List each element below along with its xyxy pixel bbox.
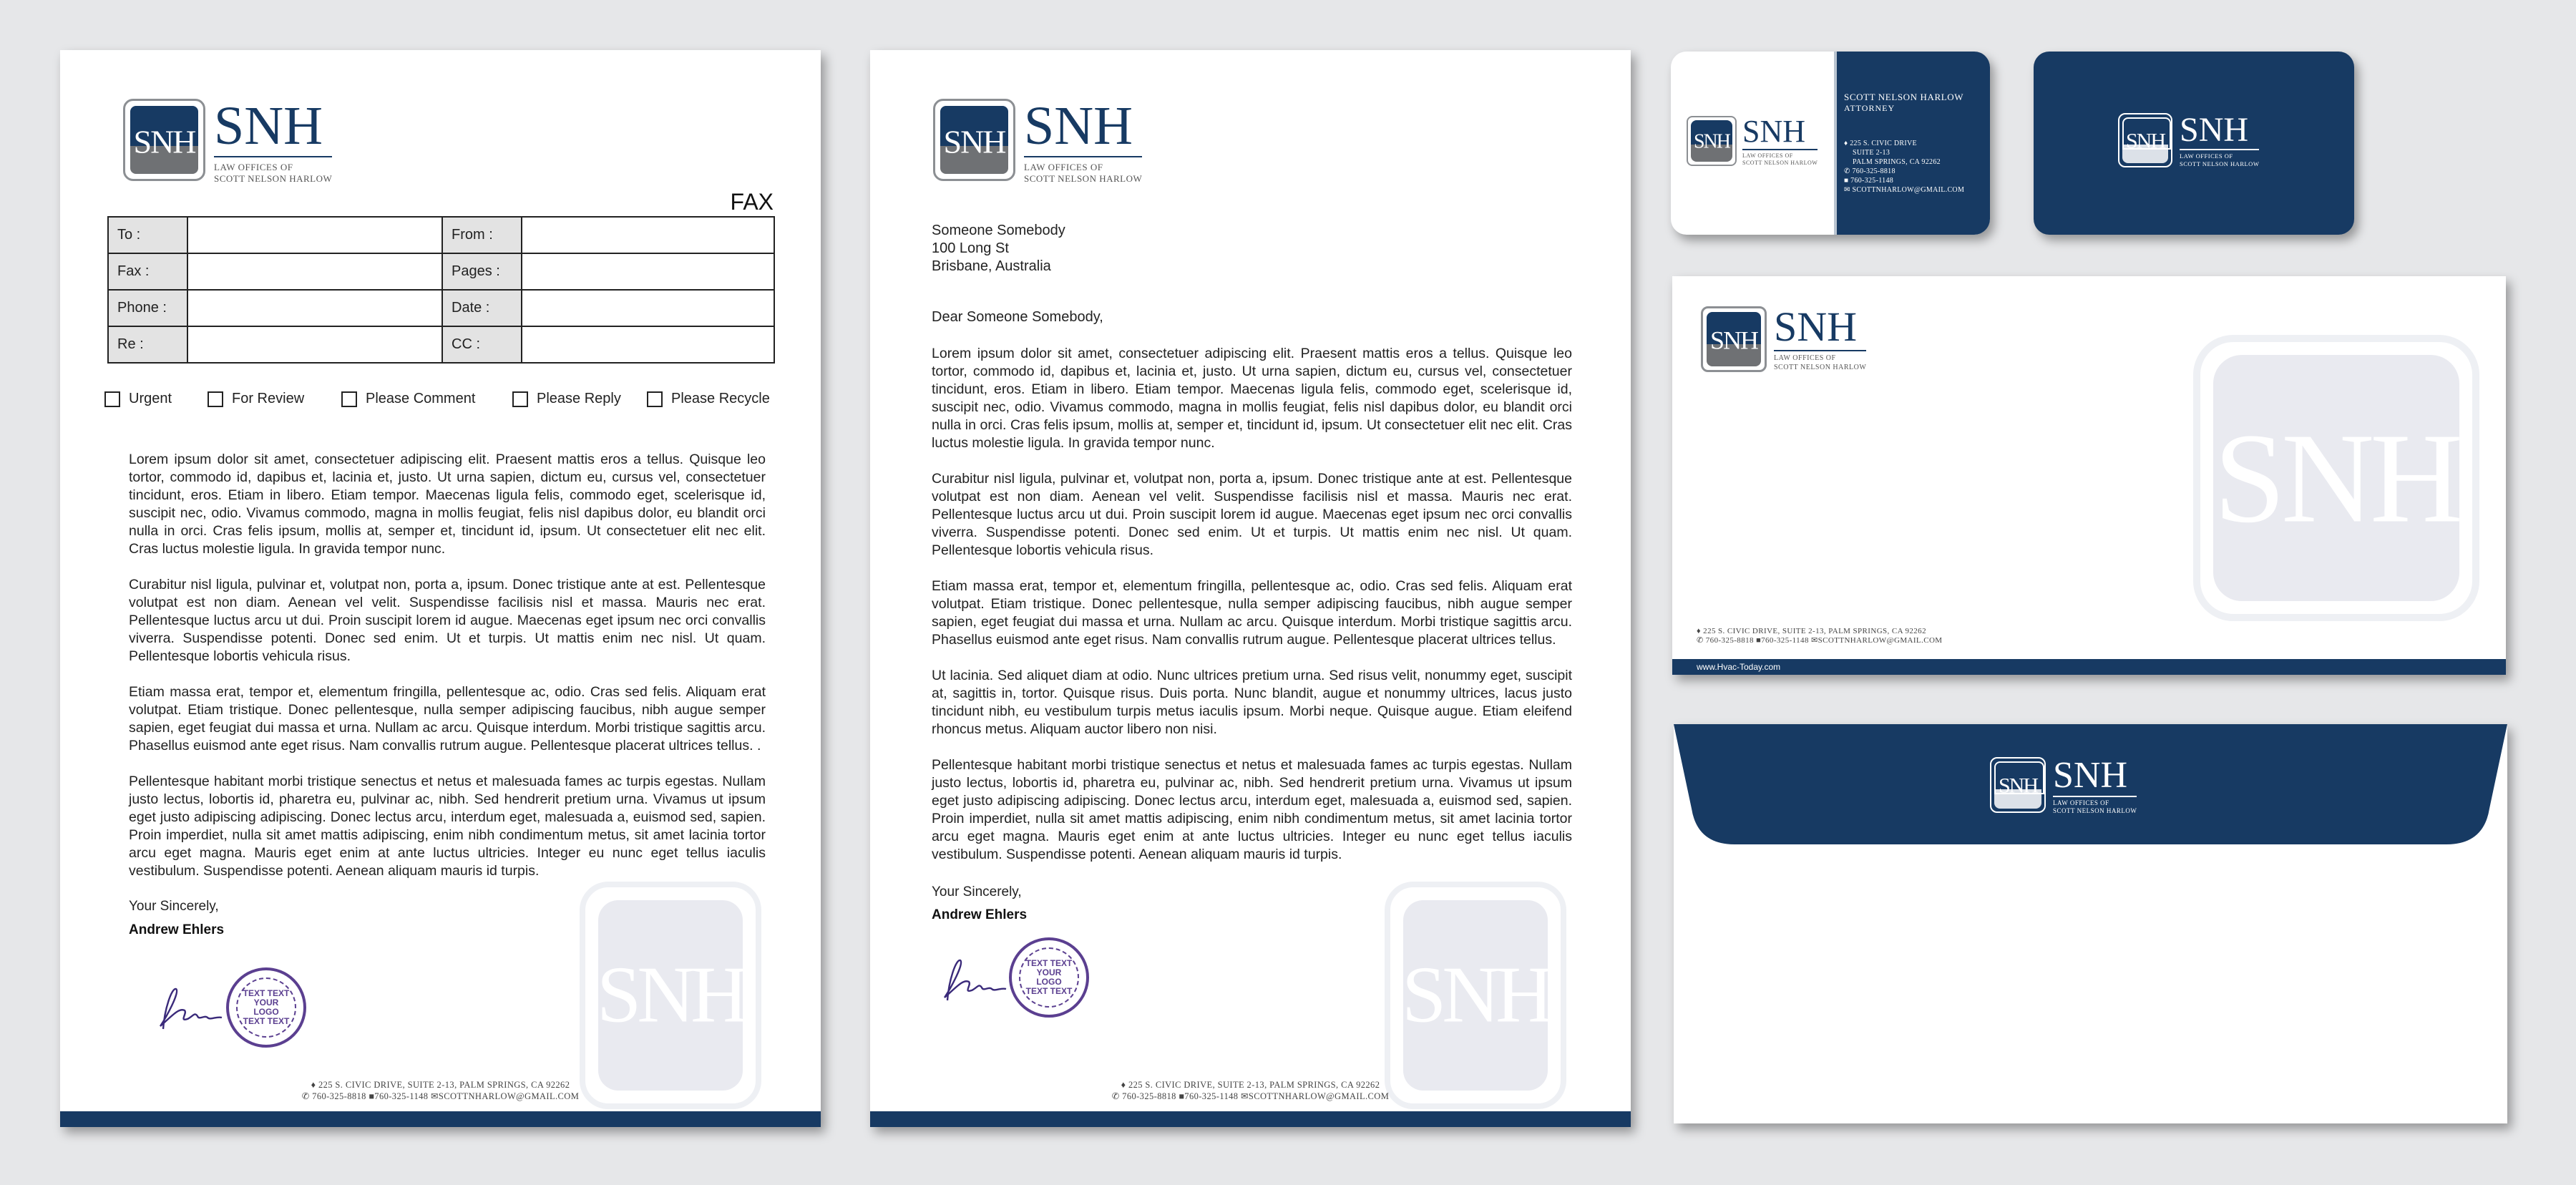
envelope-web: www.Hvac-Today.com	[1697, 662, 1781, 672]
location-icon: ♦	[1844, 140, 1848, 147]
from-label: From :	[442, 217, 522, 253]
letter-paragraph: Pellentesque habitant morbi tristique senectus et netus et malesuada fames ac turpis egestas. Nullam justo lectus, lobortis id, pharetra eu, pulvinar ac, nibh. Sed hendrerit pretium urna. Vivamus ut ipsum eget justo adipiscing adipiscing. Donec lectus arcu, interdum eget, malesuada a, euismod sed, sapien. Proin imperdiet, nulla sit amet mattis adipiscing, enim nibh condimentum metus, sit amet lacinia tortor arcu eget magna. Mauris eget enim at ante luctus ultricies. Integer eu nunc eget tellus iaculis vestibulum. Suspendisse potenti. Aenean aliquam mauris id turpis.	[932, 757, 1572, 862]
cc-field[interactable]	[522, 326, 774, 363]
logo-wordmark: SNH	[1024, 96, 1133, 156]
letter-paragraph: Curabitur nisl ligula, pulvinar et, volutpat non, porta a, ipsum. Donec tristique ante at est. Pellentesque volutpat est non diam. Aenean vel velit. Suspendisse facilisis nisl et massa. Mauris nec erat. Pellentesque luctus arcu ut dui. Proin suscipit lorem id augue. Maecenas eget ipsum nec orci convallis viverra. Suspendisse potenti. Donec sed enim. Ut et turpis. Ut mattis enim nec nisl. Ut quam. Pellentesque lobortis vehicula risus.	[932, 471, 1572, 558]
email-icon: ✉	[1844, 186, 1850, 194]
fax-paragraph: Lorem ipsum dolor sit amet, consectetuer adipiscing elit. Praesent mattis eros a tellus. Quisque leo tortor, commodo id, dapibus et, lacinia et, justo. Ut urna sapien, dictum eu, cursus vel, consectetuer tincidunt, eros. Etiam in libero. Etiam tempor. Maecenas ligula felis, commodo eget, scelerisque id, suscipit nec, odio. Vivamus commodo, magna in mollis feugiat, felis nisl dapibus dolor, eu blandit orci nulla in orci. Cras felis ipsum, mollis at, semper et, tincidunt id, ipsum. Ut consectetuer elit nec elit. Cras luctus molestie ligula. In gravida tempor nunc.	[129, 452, 766, 557]
re-label: Re :	[108, 326, 187, 363]
logo-line2: SCOTT NELSON HARLOW	[1024, 173, 1143, 185]
card-info-panel	[1834, 52, 1990, 235]
logo-icon: SNH	[1701, 306, 1767, 372]
logo-icon: SNH	[933, 99, 1015, 181]
date-label: Date :	[442, 290, 522, 326]
business-card-front	[1671, 52, 1990, 235]
signature-image	[935, 945, 1013, 1009]
fax-body	[129, 451, 766, 898]
from-field[interactable]	[522, 217, 774, 253]
fax-icon: ■	[1179, 1091, 1185, 1101]
fax-signer: Andrew Ehlers	[129, 922, 225, 937]
envelope-watermark: SNH	[2193, 335, 2479, 621]
to-field[interactable]	[187, 217, 442, 253]
fax-checkboxes	[104, 391, 770, 407]
email-icon: ✉	[431, 1091, 439, 1101]
letter-footer-address: ♦ 225 S. CIVIC DRIVE, SUITE 2-13, PALM SPRINGS, CA 92262 ✆ 760-325-8818 ■760-325-1148 ✉SCOTTNHARLOW@GMAIL.COM	[1111, 1080, 1390, 1101]
pages-field[interactable]	[522, 253, 774, 290]
recipient-block: Someone Somebody 100 Long St Brisbane, Australia	[932, 223, 1065, 274]
email-icon: ✉	[1811, 636, 1818, 645]
signature-image	[150, 973, 229, 1038]
card-logo: SNH SNH LAW OFFICES OF SCOTT NELSON HARLOW	[1687, 116, 1818, 167]
logo-line1: LAW OFFICES OF	[214, 162, 293, 172]
card-back-logo: SNH SNH LAW OFFICES OF SCOTT NELSON HARLOW	[2118, 113, 2259, 167]
location-icon: ♦	[1697, 627, 1702, 635]
fax-icon: ■	[369, 1091, 375, 1101]
logo-wordmark: SNH	[2053, 755, 2128, 796]
to-label: To :	[108, 217, 187, 253]
letter-watermark: SNH	[1385, 882, 1566, 1109]
fax-paragraph: Etiam massa erat, tempor et, elementum fringilla, pellentesque ac, odio. Cras sed felis. Aliquam erat volutpat. Etiam tristique. Donec pellentesque, nulla semper adipiscing faucibus, nibh augue semper sapien, eget feugiat dui massa et urna. Nullam ac arcu. Quisque interdum. Morbi tristique sagittis arcu. Phasellus euismod ante eget risus. Nam convallis rutrum augue. Pellentesque placerat ultrices tellus. .	[129, 684, 766, 754]
logo-icon: SNH	[1990, 757, 2046, 813]
envelope-logo: SNH SNH LAW OFFICES OF SCOTT NELSON HARLOW	[1701, 306, 1866, 372]
logo-line2: SCOTT NELSON HARLOW	[214, 173, 333, 185]
envelope-back-logo: SNH SNH LAW OFFICES OF SCOTT NELSON HARLOW	[1990, 757, 2137, 816]
fax-icon: ■	[1756, 636, 1762, 645]
logo-wordmark: SNH	[1742, 114, 1806, 149]
stamp-seal: TEXT TEXT YOUR LOGO TEXT TEXT	[1009, 937, 1089, 1018]
email-icon: ✉	[1241, 1091, 1249, 1101]
cc-label: CC :	[442, 326, 522, 363]
fax-footer-address: ♦ 225 S. CIVIC DRIVE, SUITE 2-13, PALM SPRINGS, CA 92262 ✆ 760-325-8818 ■760-325-1148 ✉SCOTTNHARLOW@GMAIL.COM	[301, 1080, 580, 1101]
letter-signer: Andrew Ehlers	[932, 907, 1028, 922]
phone-icon: ✆	[1697, 636, 1704, 645]
fax-paragraph: Pellentesque habitant morbi tristique senectus et netus et malesuada fames ac turpis egestas. Nullam justo lectus, lobortis id, pharetra eu, pulvinar ac, nibh. Sed hendrerit pretium urna. Vivamus ut ipsum eget justo adipiscing adipiscing. Donec lectus arcu, interdum eget, malesuada a, euismod sed, sapien. Proin imperdiet, nulla sit amet mattis adipiscing, enim nibh condimentum metus, sit amet lacinia tortor arcu eget magna. Mauris eget enim at ante luctus ultricies. Integer eu nunc eget tellus iaculis vestibulum. Suspendisse potenti. Aenean aliquam mauris id turpis.	[129, 774, 766, 879]
fax-paragraph: Curabitur nisl ligula, pulvinar et, volutpat non, porta a, ipsum. Donec tristique ante at est. Pellentesque volutpat est non diam. Aenean vel velit. Suspendisse facilisis nisl et massa. Mauris nec erat. Pellentesque luctus arcu ut dui. Proin suscipit lorem id augue. Maecenas eget ipsum nec orci convallis viverra. Suspendisse potenti. Donec sed enim. Ut et turpis. Ut mattis enim nec nisl. Ut quam. Pellentesque lobortis vehicula risus.	[129, 577, 766, 664]
fax-logo	[123, 96, 333, 185]
fax-closing: Your Sincerely,	[129, 899, 219, 914]
re-field[interactable]	[187, 326, 442, 363]
fax-heading: FAX	[730, 189, 774, 215]
card-title: ATTORNEY	[1844, 103, 1896, 113]
checkbox-please-recycle[interactable]: Please Recycle	[647, 391, 770, 407]
fax-bottom-bar	[60, 1111, 821, 1127]
card-contact: ♦ 225 S. CIVIC DRIVE SUITE 2-13 PALM SPRINGS, CA 92262 ✆ 760-325-8818 ■ 760-325-1148 ✉ SCOTTNHARLOW@GMAIL.COM	[1844, 140, 1965, 194]
fax-label: Fax :	[108, 253, 187, 290]
salutation: Dear Someone Somebody,	[932, 309, 1103, 325]
fax-icon: ■	[1844, 177, 1849, 185]
letter-paragraph: Ut lacinia. Sed aliquet diam at odio. Nunc ultrices pretium urna. Sed risus velit, nonummy eget, suscipit at, sagittis in, tortor. Quisque risus. Duis porta. Nunc blandit, augue et nonummy ultrices, lacus justo tincidunt nibh, eu vestibulum turpis metus iaculis ipsum. Morbi neque. Quisque augue. Etiam eleifend rhoncus metus. Aliquam auctor libero non nisi.	[932, 668, 1572, 737]
logo-wordmark: SNH	[2180, 111, 2249, 149]
envelope-bottom-bar	[1672, 659, 2506, 675]
location-icon: ♦	[311, 1080, 316, 1090]
checkbox-please-reply[interactable]: Please Reply	[512, 391, 647, 407]
logo-icon: SNH	[123, 99, 205, 181]
letter-paragraph: Etiam massa erat, tempor et, elementum fringilla, pellentesque ac, odio. Cras sed felis. Aliquam erat volutpat. Etiam tristique. Donec pellentesque, nulla semper adipiscing faucibus, nibh augue semper sapien, eget feugiat dui massa et urna. Nullam ac arcu. Quisque interdum. Morbi tristique sagittis arcu. Phasellus euismod ante eget risus. Nam convallis rutrum augue. Pellentesque placerat ultrices tellus.	[932, 578, 1572, 648]
envelope-back	[1674, 724, 2507, 1123]
business-card-back	[2034, 52, 2354, 235]
envelope-address: ♦ 225 S. CIVIC DRIVE, SUITE 2-13, PALM SPRINGS, CA 92262 ✆ 760-325-8818 ■760-325-1148 ✉SCOTTNHARLOW@GMAIL.COM	[1697, 627, 1943, 645]
logo-line1: LAW OFFICES OF	[1024, 162, 1103, 172]
fax-header-table	[107, 216, 775, 364]
checkbox-please-comment[interactable]: Please Comment	[341, 391, 512, 407]
phone-label: Phone :	[108, 290, 187, 326]
date-field[interactable]	[522, 290, 774, 326]
location-icon: ♦	[1121, 1080, 1126, 1090]
envelope-front	[1672, 276, 2506, 675]
checkbox-urgent[interactable]: Urgent	[104, 391, 208, 407]
letter-logo	[933, 96, 1143, 185]
fax-field[interactable]	[187, 253, 442, 290]
letter-body	[932, 345, 1572, 882]
phone-icon: ✆	[1844, 167, 1850, 175]
phone-icon: ✆	[301, 1091, 310, 1101]
logo-wordmark: SNH	[1774, 303, 1858, 350]
phone-field[interactable]	[187, 290, 442, 326]
pages-label: Pages :	[442, 253, 522, 290]
checkbox-for-review[interactable]: For Review	[208, 391, 341, 407]
fax-sheet	[60, 50, 821, 1127]
stamp-seal: TEXT TEXT YOUR LOGO TEXT TEXT	[226, 967, 306, 1048]
logo-wordmark: SNH	[214, 96, 323, 156]
logo-icon: SNH	[2118, 113, 2172, 167]
letter-closing: Your Sincerely,	[932, 884, 1022, 899]
card-name: SCOTT NELSON HARLOW	[1844, 92, 1964, 102]
letter-paragraph: Lorem ipsum dolor sit amet, consectetuer adipiscing elit. Praesent mattis eros a tellus. Quisque leo tortor, commodo id, dapibus et, lacinia et, justo. Ut urna sapien, dictum eu, cursus vel, consectetuer tincidunt, eros. Etiam in libero. Etiam tempor. Maecenas ligula felis, commodo eget, scelerisque id, suscipit nec, odio. Vivamus commodo, magna in mollis feugiat, felis nisl dapibus dolor, eu blandit orci nulla in orci. Cras felis ipsum, mollis at, semper et, tincidunt id, ipsum. Ut consectetuer elit nec elit. Cras luctus molestie ligula. In gravida tempor nunc.	[932, 346, 1572, 451]
letterhead-sheet	[870, 50, 1631, 1127]
logo-icon: SNH	[1687, 116, 1737, 166]
letter-bottom-bar	[870, 1111, 1631, 1127]
fax-watermark: SNH	[580, 882, 761, 1109]
phone-icon: ✆	[1111, 1091, 1120, 1101]
